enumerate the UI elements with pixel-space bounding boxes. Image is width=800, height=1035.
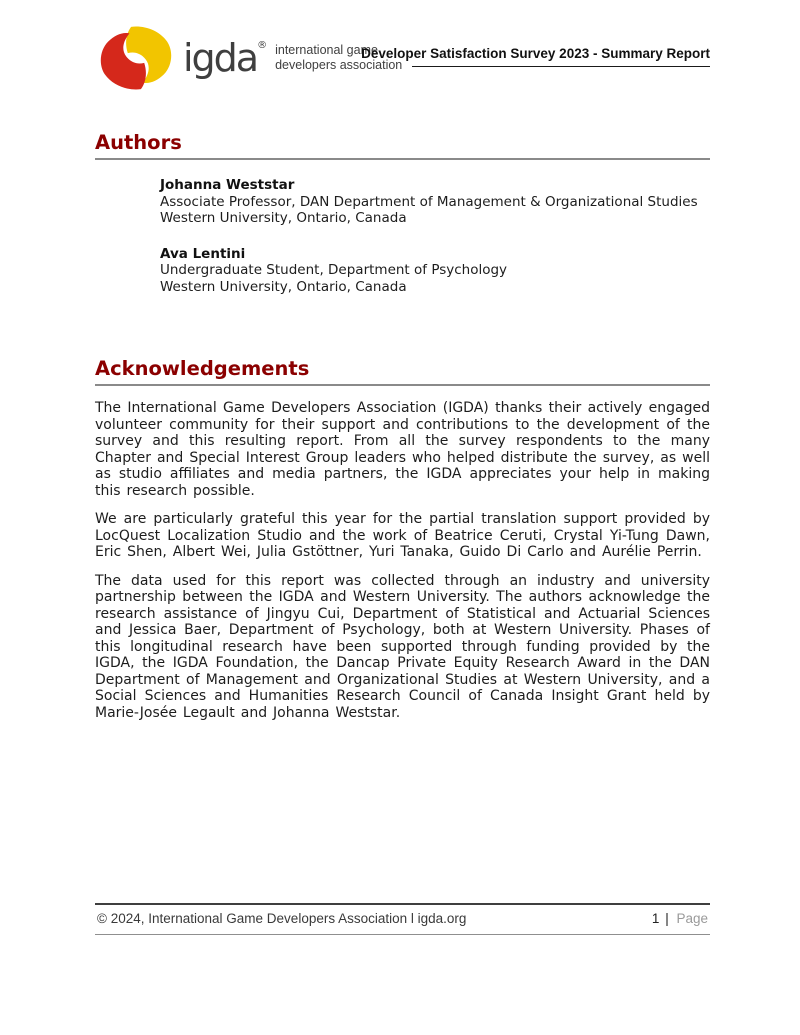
registered-mark: ® [257,40,268,51]
acknowledgements-heading: Acknowledgements [95,357,710,386]
author-role: Undergraduate Student, Department of Psychology [160,262,508,278]
tagline-line-1: international game [275,43,378,57]
report-title: Developer Satisfaction Survey 2023 - Summary Report [361,46,710,61]
author-affiliation: Western University, Ontario, Canada [160,278,407,295]
acknowledgements-paragraph: The data used for this report was collected through an industry and university partnership between the IGDA and Western University. The authors acknowledge the research assistance of Jingyu Cui, Department of Statistical and Actuarial Sciences and Jessica Baer, Department of Psychology, both at Western University. Phases of this longitudinal research have been supported through funding provided by the IGDA, the IGDA Foundation, the Dancap Private Equity Research Award in the DAN Department of Management and Organizational Studies at Western University, and a Social Sciences and Humanities Research Council of Canada Insight Grant held by Marie-Josée Legault and Johanna Weststar. [95,572,710,721]
igda-brand [95,25,402,91]
author-role: Associate Professor, DAN Department of Management & Organizational Studies [160,193,698,210]
footer-copyright: © 2024, International Game Developers Association l igda.org [97,911,467,926]
igda-logo-icon [95,25,177,91]
page-header [95,25,710,91]
acknowledgements-paragraph: The International Game Developers Association (IGDA) thanks their actively engaged volunteer community for their support and contributions to the development of the survey and this resulting report. From all the survey respondents to the many Chapter and Special Interest Group leaders who helped distribute the survey, as well as studio affiliates and media partners, the IGDA appreciates your help in making this research possible. [95,400,710,499]
page-footer [95,903,710,935]
page-label: Page [676,911,708,926]
author-entry [160,246,710,296]
acknowledgements-body [95,400,710,721]
author-affiliation: Western University, Ontario, Canada [160,210,407,226]
authors-heading: Authors [95,131,710,160]
footer-page-number [652,911,708,926]
footer-row [95,903,710,935]
tagline-line-2: developers association [275,58,403,72]
header-title-rule [361,25,710,67]
author-name: Johanna Weststar [160,177,295,193]
brand-name-text: igda [183,36,258,80]
page-number-separator: | [665,911,669,926]
brand-wordmark [183,36,268,80]
author-name: Ava Lentini [160,245,246,262]
page-number: 1 [651,911,660,926]
author-entry [160,177,710,227]
acknowledgements-paragraph: We are particularly grateful this year for the partial translation support provided by LocQuest Localization Studio and the work of Beatrice Ceruti, Crystal Yi-Tung Dawn, Eric Shen, Albert Wei, Julia Gstöttner, Yuri Tanaka, Guido Di Carlo and Aurélie Perrin. [95,511,710,560]
authors-list [95,177,710,295]
